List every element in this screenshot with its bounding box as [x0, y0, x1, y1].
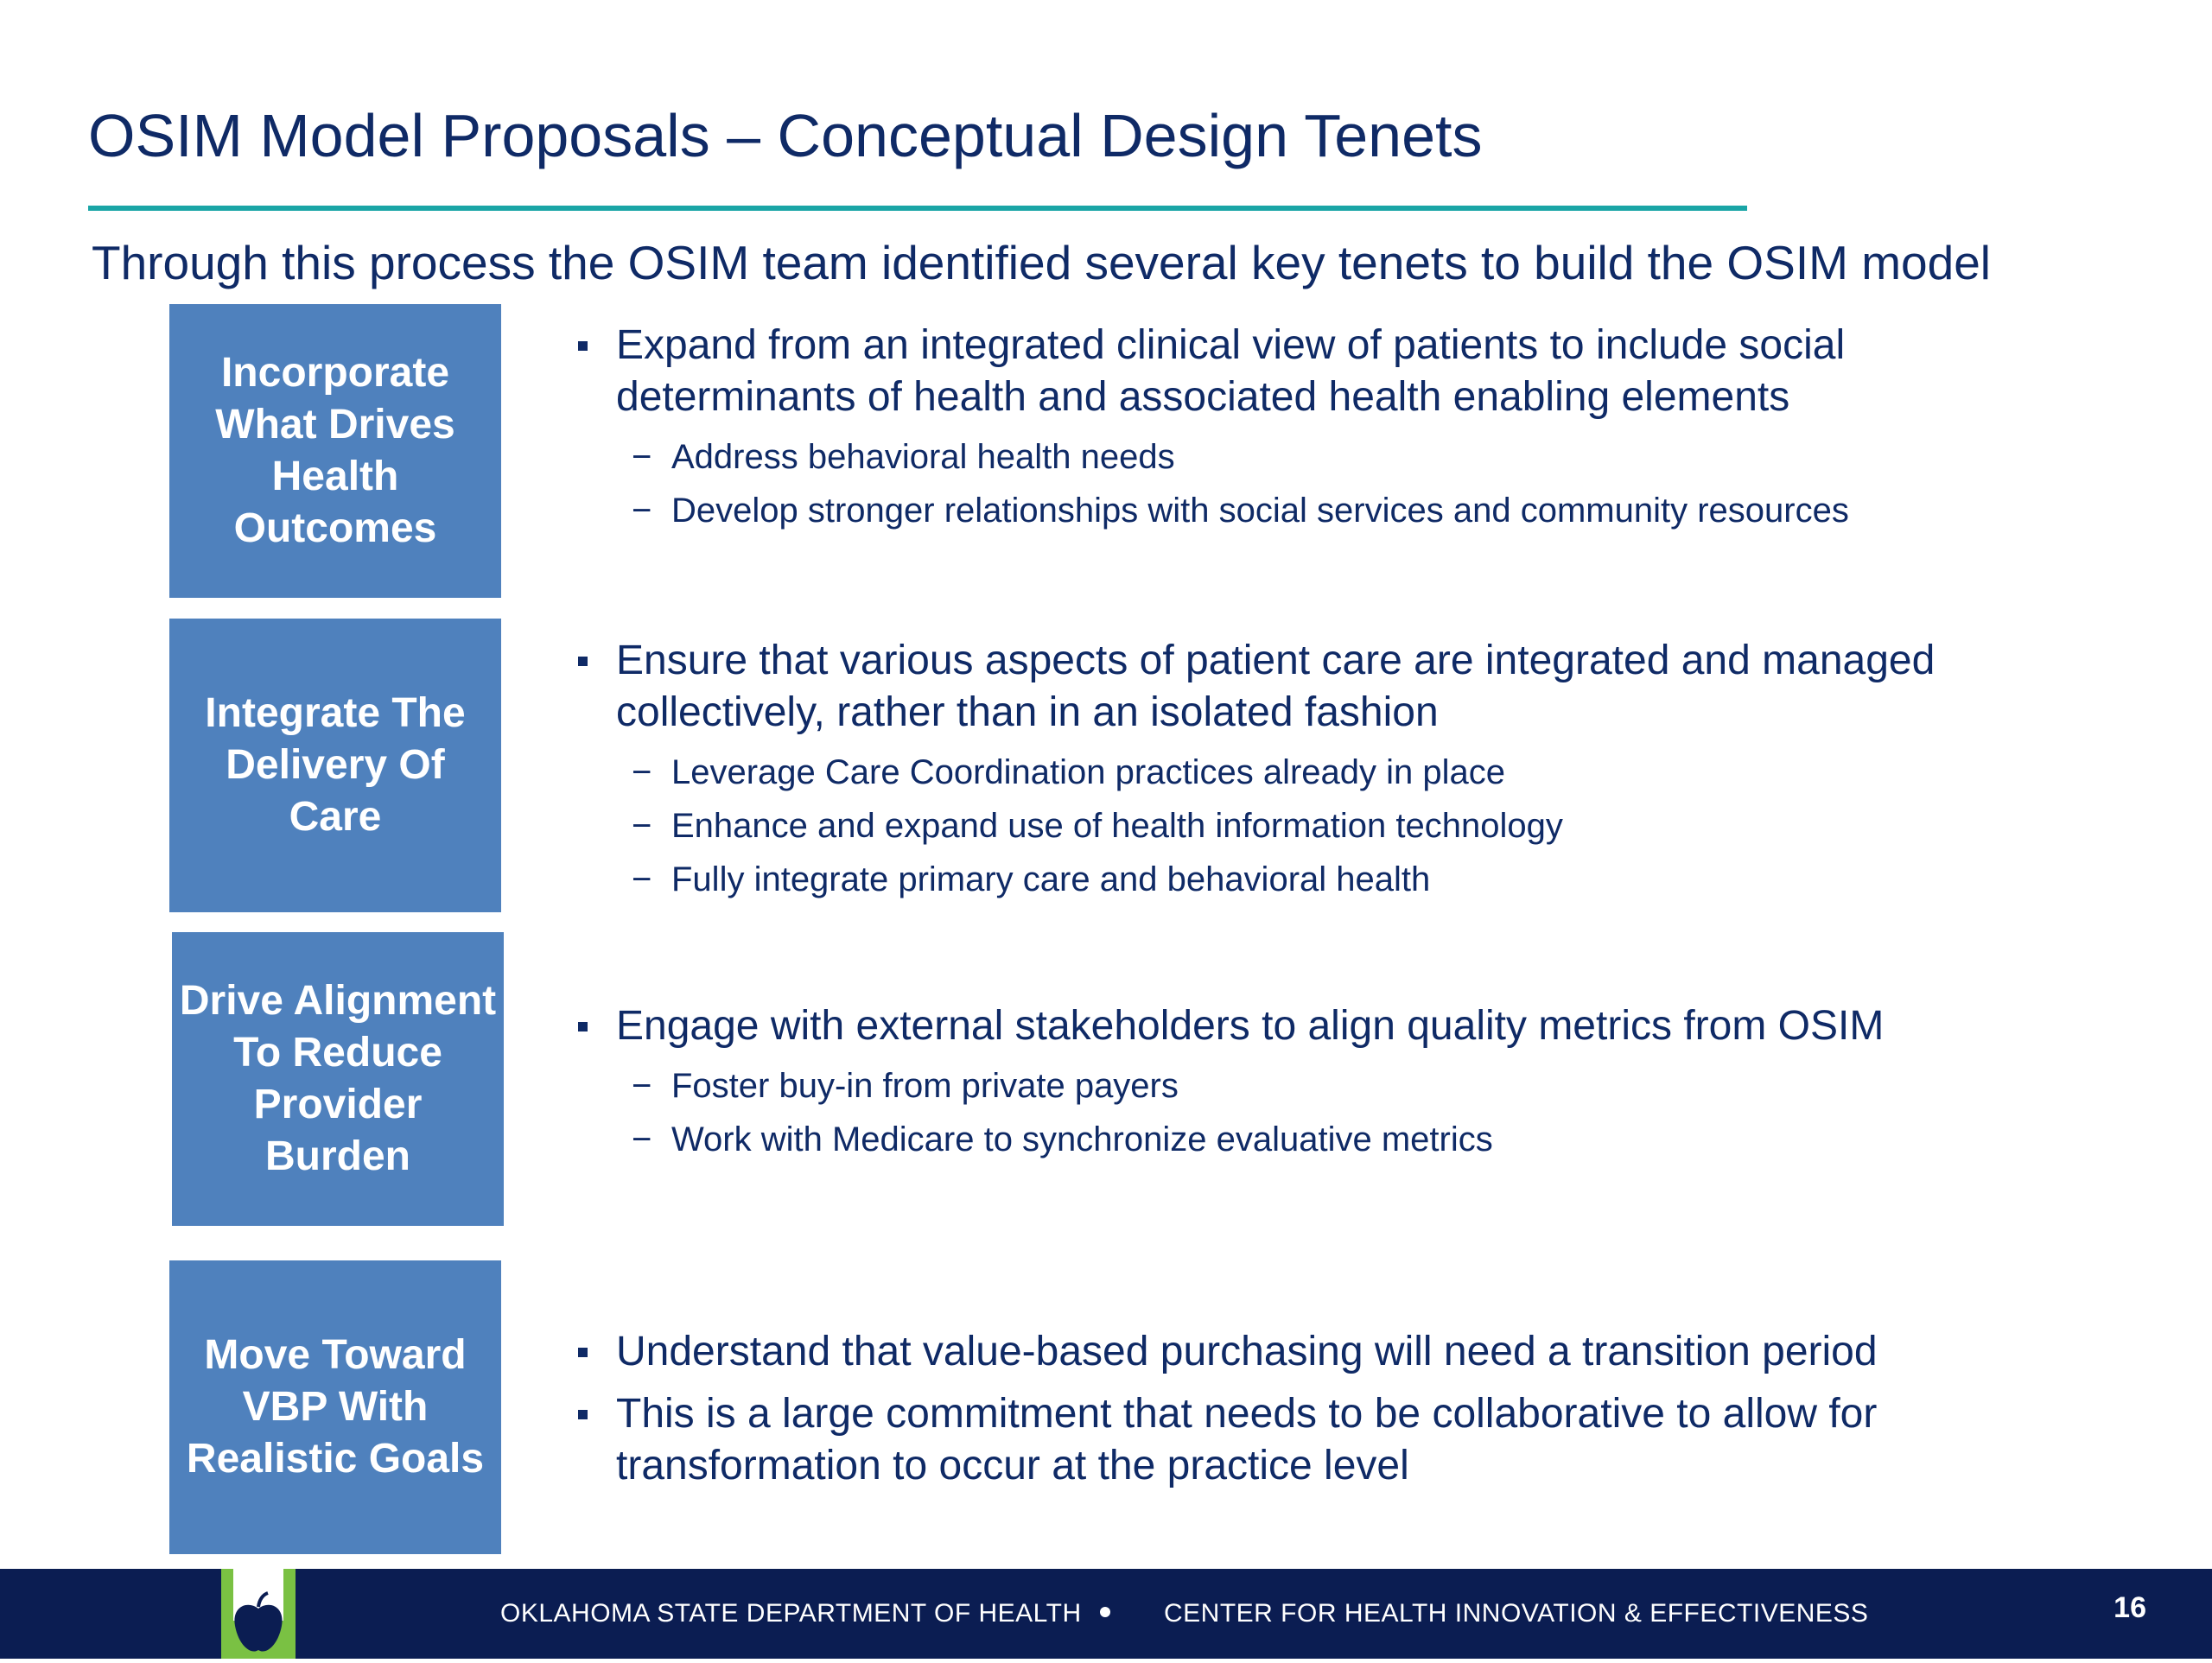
sub-bullet-item — [616, 746, 1957, 799]
dash-bullet-icon: − — [632, 1120, 652, 1158]
dash-bullet-icon: − — [632, 1067, 652, 1105]
bullet-item — [575, 1326, 1957, 1378]
title-rule — [88, 206, 1747, 211]
sub-bullet-item — [616, 430, 1957, 484]
sub-bullet-text: Foster buy-in from private payers — [671, 1067, 1179, 1105]
tenet-bullets-drive-alignment — [575, 1000, 1957, 1166]
sub-bullet-text: Develop stronger relationships with social services and community resources — [671, 492, 1849, 530]
tenet-label-line: Outcomes — [233, 505, 437, 551]
sub-bullet-item — [616, 853, 1957, 906]
tenet-label-line: Integrate The — [205, 690, 466, 736]
sub-bullet-text: Work with Medicare to synchronize evaluative metrics — [671, 1120, 1493, 1158]
bullet-item — [575, 1388, 1957, 1492]
apple-logo-icon — [221, 1569, 296, 1659]
sub-bullet-text: Fully integrate primary care and behavioral health — [671, 860, 1431, 898]
tenet-label-line: VBP With — [242, 1384, 429, 1430]
bullet-text: Understand that value-based purchasing will need a transition period — [616, 1329, 1878, 1374]
sub-bullet-item — [616, 799, 1957, 853]
sub-bullet-item — [616, 484, 1957, 537]
square-bullet-icon — [578, 1410, 588, 1419]
dash-bullet-icon: − — [632, 860, 652, 898]
dash-bullet-icon: − — [632, 438, 652, 476]
tenet-box-move-toward-vbp — [169, 1260, 501, 1554]
tenet-bullets-integrate — [575, 635, 1957, 906]
bullet-text: Expand from an integrated clinical view of patients to include social determinants of health and associated health enabling elements — [616, 322, 1846, 420]
dash-bullet-icon: − — [632, 492, 652, 530]
tenet-label-line: Provider — [253, 1082, 423, 1127]
sub-bullet-text: Leverage Care Coordination practices already in place — [671, 753, 1505, 791]
tenet-label-line: Care — [289, 794, 382, 840]
square-bullet-icon — [578, 1348, 588, 1357]
bullet-text: Ensure that various aspects of patient care are integrated and managed collectively, rather than in an isolated fashion — [616, 638, 1936, 735]
tenet-label-line: Move Toward — [204, 1332, 467, 1378]
tenet-label-line: Incorporate — [220, 350, 450, 396]
footer-right-text: CENTER FOR HEALTH INNOVATION & EFFECTIVENESS — [1164, 1599, 1869, 1628]
tenet-box-drive-alignment — [172, 932, 504, 1226]
square-bullet-icon — [578, 341, 588, 351]
tenet-label-line: Drive Alignment — [179, 978, 497, 1024]
bullet-text: Engage with external stakeholders to align quality metrics from OSIM — [616, 1003, 1885, 1049]
sub-bullet-list — [616, 1059, 1957, 1166]
tenet-label-line: Delivery Of — [226, 742, 445, 788]
tenet-bullets-incorporate — [575, 320, 1957, 537]
bullet-item — [575, 1000, 1957, 1166]
bullet-item — [575, 320, 1957, 537]
bullet-item — [575, 635, 1957, 906]
dash-bullet-icon: − — [632, 753, 652, 791]
page-number: 16 — [2113, 1591, 2146, 1624]
tenet-label-line: Health — [271, 454, 399, 499]
slide-subtitle: Through this process the OSIM team identified several key tenets to build the OSIM model — [92, 236, 1992, 289]
square-bullet-icon — [578, 1022, 588, 1031]
square-bullet-icon — [578, 657, 588, 666]
tenet-box-incorporate — [169, 304, 501, 598]
tenet-bullets-move-toward-vbp — [575, 1326, 1957, 1492]
tenet-label-line: Realistic Goals — [186, 1436, 485, 1482]
tenet-label-line: Burden — [265, 1133, 410, 1179]
slide-title: OSIM Model Proposals – Conceptual Design Tenets — [88, 102, 1483, 169]
bullet-text: This is a large commitment that needs to be collaborative to allow for transformation to occur at the practice level — [616, 1391, 1878, 1488]
tenet-label-line: What Drives — [215, 402, 455, 447]
sub-bullet-list — [616, 746, 1957, 906]
sub-bullet-list — [616, 430, 1957, 537]
dash-bullet-icon: − — [632, 807, 652, 845]
sub-bullet-item — [616, 1113, 1957, 1166]
sub-bullet-text: Address behavioral health needs — [671, 438, 1175, 476]
sub-bullet-item — [616, 1059, 1957, 1113]
sub-bullet-text: Enhance and expand use of health information technology — [671, 807, 1563, 845]
footer-separator-dot — [1100, 1607, 1110, 1617]
footer-left-text: OKLAHOMA STATE DEPARTMENT OF HEALTH — [500, 1599, 1082, 1628]
tenet-box-integrate — [169, 619, 501, 912]
tenet-label-line: To Reduce — [233, 1030, 442, 1076]
